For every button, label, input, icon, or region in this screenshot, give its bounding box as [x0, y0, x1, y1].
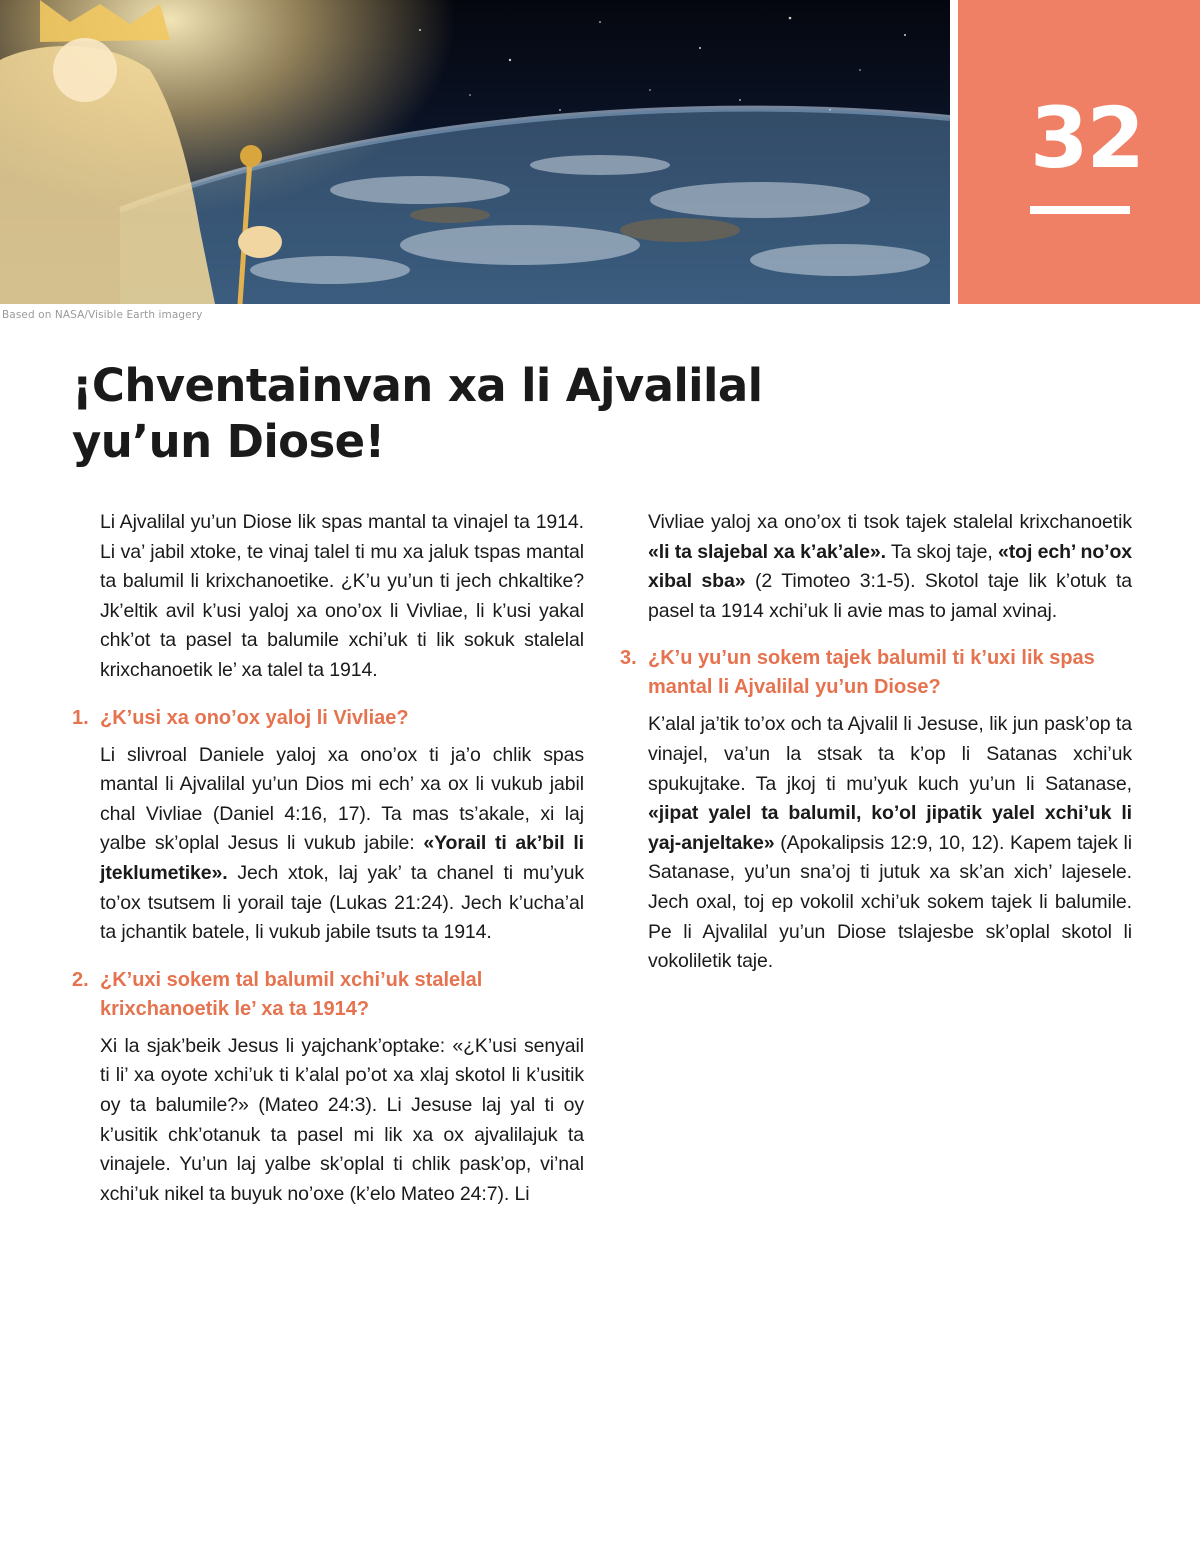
lesson-number-underline	[1030, 206, 1130, 214]
answer-3-paragraph	[648, 710, 1132, 976]
question-1-text: ¿K’usi xa ono’ox yaloj li Vivliae?	[100, 706, 409, 729]
question-3-number: 3.	[620, 647, 637, 670]
question-3	[620, 644, 1132, 702]
intro-paragraph: Li Ajvalilal yu’un Diose lik spas mantal ta vinajel ta 1914. Li va’ jabil xtoke, te vinaj talel ti mu xa jaluk tspas mantal ta balumil li krixchanoetike. ¿K’u yu’un ti jech chkaltike? Jk’eltik avil k’usi yaloj xa ono’ox li Vivliae, li k’usi yakal chk’ot ta pasel ta balumile xchi’uk ti lik sokuk stalelal krixchanoetik le’ xa talel ta 1914.	[100, 511, 584, 681]
answer-2-quote: «toj ech’ no’ox xibal sba»	[648, 540, 1133, 593]
answer-3-quote: «jipat yalel ta balumil, ko’ol jipatik yalel xchi’uk li yaj-anjeltake»	[648, 802, 1132, 854]
question-2-text: ¿K’uxi sokem tal balumil xchi’uk stalelal krixchanoetik le’ xa ta 1914?	[100, 968, 483, 1020]
earth-from-space-with-crowned-king-icon	[0, 0, 950, 304]
answer-3-text-cont: (Apokalipsis 12:9, 10, 12). Kapem tajek li Satanase, yu’un sna’oj ti jutuk xa sk’an xich’ lajesele. Jech oxal, toj ep vokolil xchi’uk sokem tajek li balumile. Pe li Ajvalilal yu’un Diose tslajesbe sk’oplal skotol li vokoliletik taje.	[648, 831, 1132, 973]
answer-2-text: (2 Timoteo 3:1-5). Skotol taje lik k’otuk ta pasel ta 1914 xchi’uk li avie mas to jamal xvinaj.	[648, 570, 1133, 622]
page-title-line-2: yu’un Diose!	[72, 415, 385, 468]
answer-2-quote: «li ta slajebal xa k’ak’ale».	[648, 540, 886, 563]
answer-3-text: K’alal ja’tik to’ox och ta Ajvalil li Jesuse, lik jun pask’op ta vinajel, va’un la stsak ta k’op li Satanas xchi’uk spukujtake. Ta jkoj ti mu’yuk kuch yu’un li Satanase,	[648, 713, 1132, 795]
answer-2-text: Xi la sjak’beik Jesus li yajchank’optake: «¿K’usi senyail ti li’ xa oyote xchi’uk ti k’alal po’ot xa xlaj skotol li k’usitik oy ta balumile?» (Mateo 24:3). Li Jesuse laj yal ti oy k’usitik chk’otanuk ta pasel mi lik xa ox ajvalilajuk ta vinajele. Yu’un laj yalbe sk’oplal ti chlik pask’op, vi’nal xchi’uk nikel ta buyuk no’oxe (k’elo Mateo 24:7). Li	[100, 1034, 584, 1205]
lesson-number: 32	[1030, 89, 1143, 187]
hero-image	[0, 0, 950, 304]
answer-2-paragraph	[100, 1032, 584, 1210]
answer-1-text-cont: Jech xtok, laj yak’ ta chanel ti mu’yuk to’ox tsutsem li yorail taje (Lukas 21:24). Jech k’ucha’al ta jchantik batele, li vukub jabile tsuts ta 1914.	[100, 861, 584, 944]
question-2-number: 2.	[72, 968, 89, 991]
column-right	[620, 508, 1132, 995]
answer-1-paragraph	[100, 741, 584, 948]
page-title	[72, 358, 872, 470]
question-3-text: ¿K’u yu’un sokem tajek balumil ti k’uxi lik spas mantal li Ajvalilal yu’un Diose?	[648, 647, 1095, 699]
answer-2-text: Ta skoj taje,	[885, 540, 998, 563]
image-credit: Based on NASA/Visible Earth imagery	[2, 309, 203, 321]
column-left	[72, 508, 584, 1227]
question-1	[72, 704, 584, 733]
answer-2-paragraph-cont	[648, 508, 1132, 626]
answer-2-text: Vivliae yaloj xa ono’ox ti tsok tajek stalelal krixchanoetik	[648, 511, 1132, 533]
page-title-line-1: ¡Chventainvan xa li Ajvalilal	[72, 359, 763, 412]
answer-1-text: Li slivroal Daniele yaloj xa ono’ox ti ja’o chlik spas mantal li Ajvalilal yu’un Dios mi ech’ xa ox li vukub jabil chal Vivliae (Daniel 4:16, 17). Ta mas ts’akale, xi laj yalbe sk’oplal Jesus li vukub jabile:	[100, 743, 584, 855]
answer-1-quote: «Yorail ti ak’bil li jteklumetike».	[100, 832, 584, 884]
question-2	[72, 966, 584, 1024]
question-1-number: 1.	[72, 706, 89, 729]
